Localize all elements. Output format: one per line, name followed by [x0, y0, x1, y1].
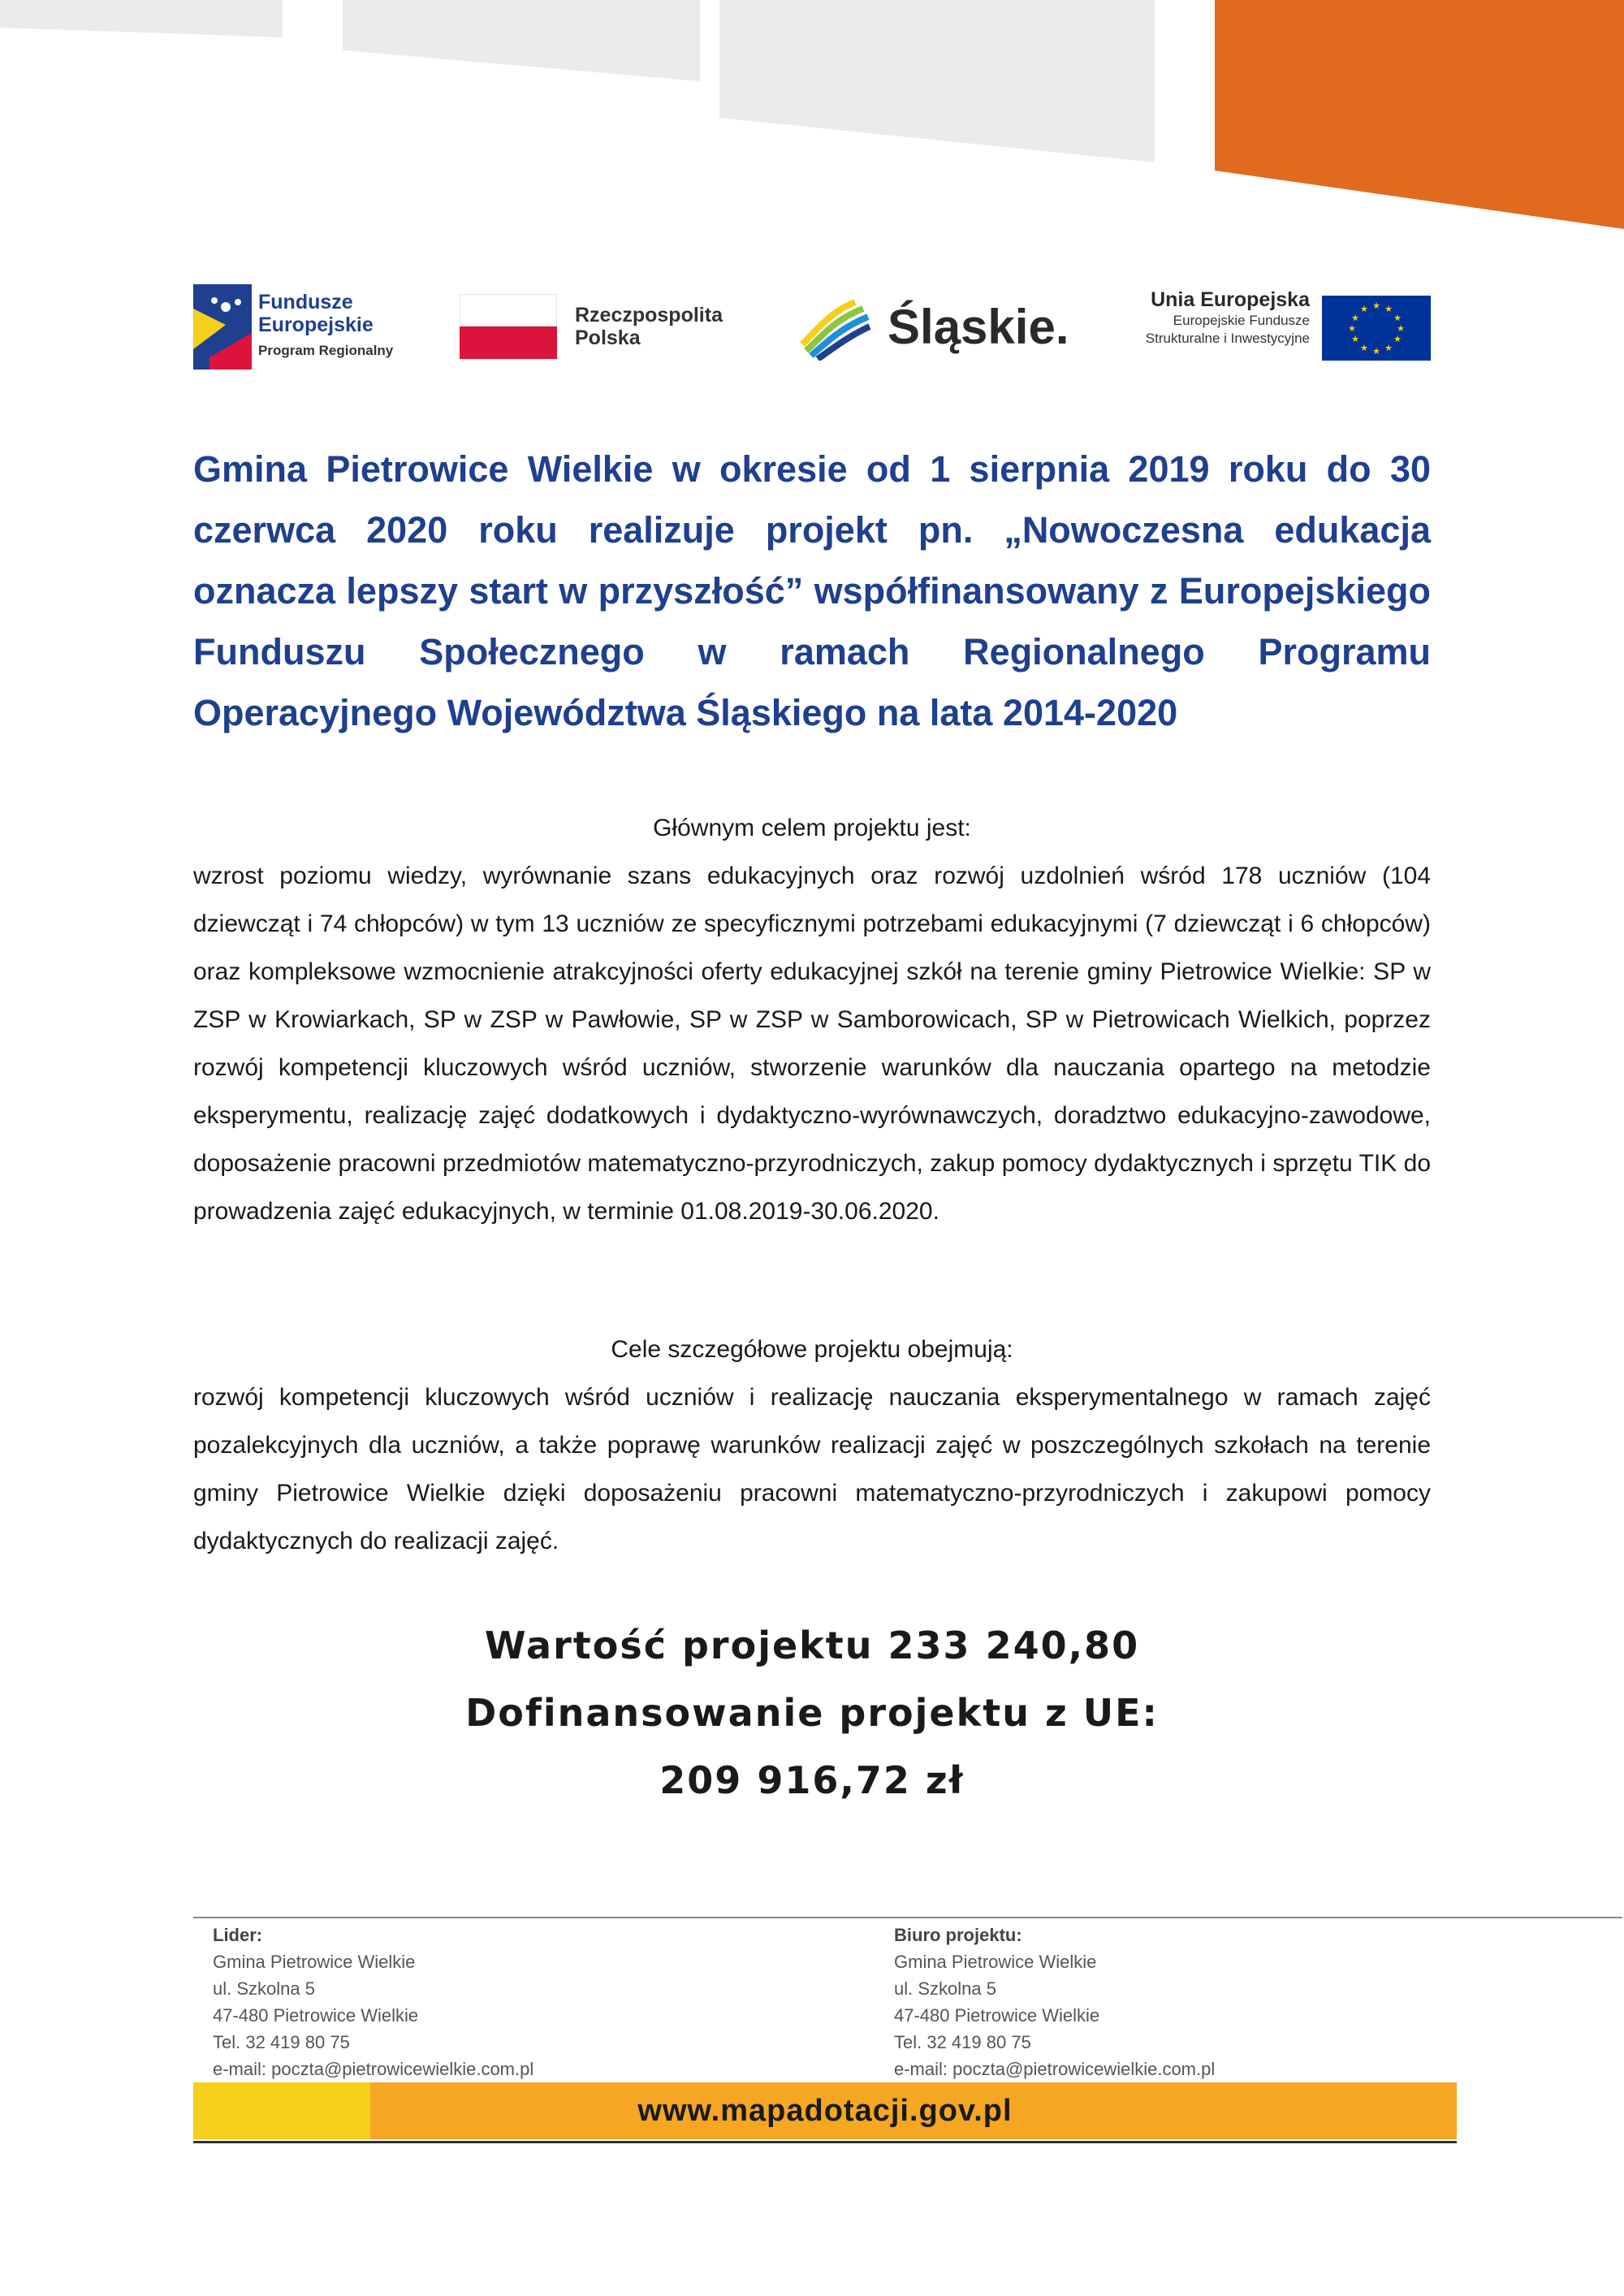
website-link[interactable]: www.mapadotacji.gov.pl [637, 2094, 1013, 2128]
unia-europejska-logo [1119, 284, 1431, 365]
leader-email[interactable]: e-mail: poczta@pietrowicewielkie.com.pl [213, 2059, 534, 2079]
eu-funding-label: Dofinansowanie projektu z UE: [465, 1691, 1159, 1735]
ue-line3: Strukturalne i Inwestycyjne [1145, 331, 1310, 346]
rp-line1: Rzeczpospolita [575, 304, 723, 326]
office-contact [894, 1922, 1381, 2082]
main-goal-text: wzrost poziomu wiedzy, wyrównanie szans edukacyjnych oraz rozwój uzdolnień wśród 178 uczniów (104 dziewcząt i 74 chłopców) w tym 13 uczniów ze specyficznymi potrzebami edukacyjnymi (7 dziewcząt i 6 chłopców) oraz kompleksowe wzmocnienie atrakcyjności oferty edukacyjnej szkół na terenie gminy Pietrowice Wielkie: SP w ZSP w Krowiarkach, SP w ZSP w Pawłowie, SP w ZSP w Samborowicach, SP w Pietrowicach Wielkich, poprzez rozwój kompetencji kluczowych wśród uczniów, stworzenie warunków dla nauczania opartego na metodzie eksperymentu, realizację zajęć dodatkowych i dydaktyczno-wyrównawczych, doradztwo edukacyjno-zawodowe, doposażenie pracowni przedmiotów matematyczno-przyrodniczych, zakup pomocy dydaktycznych i sprzętu TIK do prowadzenia zajęć edukacyjnych, w terminie 01.08.2019-30.06.2020. [193, 863, 1431, 1225]
leader-contact [213, 1922, 700, 2082]
footer-divider [193, 1917, 1622, 1918]
fundusze-europejskie-logo [193, 284, 429, 370]
svg-text:★: ★ [1372, 301, 1380, 311]
bottom-divider [193, 2141, 1457, 2143]
leader-name: Gmina Pietrowice Wielkie [213, 1952, 416, 1972]
eu-flag-icon [1322, 296, 1431, 361]
ue-line1: Unia Europejska [1151, 288, 1310, 311]
specific-goals-title: Cele szczegółowe projektu obejmują: [611, 1336, 1013, 1363]
office-city: 47-480 Pietrowice Wielkie [894, 2005, 1100, 2026]
fe-line1: Fundusze [258, 291, 353, 313]
fe-emblem-icon [193, 284, 252, 370]
leader-city: 47-480 Pietrowice Wielkie [213, 2005, 419, 2026]
orange-shape [1215, 0, 1624, 229]
svg-text:★: ★ [1351, 334, 1359, 344]
rp-line2: Polska [575, 326, 641, 349]
logo-bar [193, 276, 1431, 374]
grey-shape-1 [0, 0, 283, 37]
svg-text:★: ★ [1397, 323, 1405, 334]
svg-text:★: ★ [1393, 334, 1402, 344]
slaskie-logo [798, 292, 1074, 365]
project-heading: Gmina Pietrowice Wielkie w okresie od 1 sierpnia 2019 roku do 30 czerwca 2020 roku realizuje projekt pn. „Nowoczesna edukacja oznacza lepszy start w przyszłość” współfinansowany z Europejskiego Funduszu Społecznego w ramach Regionalnego Programu Operacyjnego Województwa Śląskiego na lata 2014-2020 [193, 448, 1431, 733]
project-value-block [193, 1612, 1431, 1814]
header-decoration [0, 0, 1624, 244]
office-street: ul. Szkolna 5 [894, 1978, 996, 1999]
slaskie-name: Śląskie. [888, 300, 1069, 354]
svg-text:★: ★ [1384, 343, 1393, 353]
svg-text:★: ★ [1360, 304, 1368, 314]
svg-text:★: ★ [1348, 323, 1356, 334]
svg-text:★: ★ [1360, 343, 1368, 353]
svg-text:★: ★ [1384, 304, 1393, 314]
project-value: Wartość projektu 233 240,80 [484, 1624, 1140, 1667]
leader-street: ul. Szkolna 5 [213, 1978, 315, 1999]
polish-flag-icon [460, 294, 557, 359]
specific-goals-text: rozwój kompetencji kluczowych wśród uczniów i realizację nauczania eksperymentalnego w ramach zajęć pozalekcyjnych dla uczniów, a także poprawę warunków realizacji zajęć w poszczególnych szkołach na terenie gminy Pietrowice Wielkie dzięki doposażeniu pracowni matematyczno-przyrodniczych i zakupowi pomocy dydaktycznych do realizacji zajęć. [193, 1384, 1431, 1554]
office-phone: Tel. 32 419 80 75 [894, 2032, 1031, 2052]
slaskie-waves-icon [798, 296, 871, 361]
grey-shape-2 [343, 0, 700, 81]
grey-shape-3 [719, 0, 1155, 162]
rzeczpospolita-polska-logo [460, 294, 752, 363]
office-name: Gmina Pietrowice Wielkie [894, 1952, 1097, 1972]
office-label: Biuro projektu: [894, 1925, 1022, 1945]
svg-text:★: ★ [1393, 313, 1402, 323]
eu-funding-amount: 209 916,72 zł [659, 1758, 965, 1802]
svg-text:★: ★ [1351, 313, 1359, 323]
leader-phone: Tel. 32 419 80 75 [213, 2032, 350, 2052]
leader-label: Lider: [213, 1925, 263, 1945]
svg-text:★: ★ [1372, 346, 1380, 357]
office-email[interactable]: e-mail: poczta@pietrowicewielkie.com.pl [894, 2059, 1216, 2079]
fe-line2: Europejskie [258, 313, 374, 336]
ue-line2: Europejskie Fundusze [1173, 313, 1310, 328]
fe-line3: Program Regionalny [258, 343, 394, 358]
main-goal-title: Głównym celem projektu jest: [653, 815, 971, 841]
